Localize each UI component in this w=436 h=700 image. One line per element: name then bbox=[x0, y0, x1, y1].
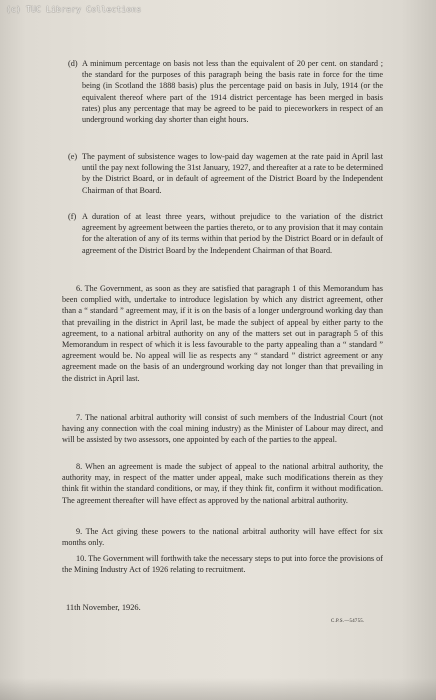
clause-d bbox=[68, 58, 383, 125]
paragraph-text: The national arbitral authority will consist of such members of the Industrial Court (not having any connection with the coal mining industry) as the Minister of Labour may direct, and will be assisted by two assessors, one appointed by each of the parties to the appeal. bbox=[62, 413, 383, 445]
paragraph-number: 9. bbox=[76, 527, 83, 536]
paragraph-8 bbox=[62, 461, 383, 506]
paragraph-text: The Act giving these powers to the national arbitral authority will have effect for six months only. bbox=[62, 527, 383, 548]
paragraph-text: When an agreement is made the subject of appeal to the national arbitral authority, the authority may, in respect of the matter under appeal, make such modifications therein as they think fit within the standard conditions, or may, if they think fit, confirm it without modification. The agreement thereafter will have effect as approved by the national arbitral authority. bbox=[62, 462, 383, 505]
paragraph-number: 10. bbox=[76, 554, 87, 563]
clause-text: A duration of at least three years, without prejudice to the variation of the district agreement by agreement between the parties thereto, or to any provision that it may contain for the alteration of any of its terms within that period by the District Board or in default of agreement of the District Board by the Independent Chairman of that Board. bbox=[82, 212, 383, 255]
clause-f bbox=[68, 211, 383, 256]
paragraph-9 bbox=[62, 526, 383, 548]
printer-reference: C.P.S.—54755. bbox=[331, 619, 365, 624]
clause-label: (f) bbox=[68, 212, 77, 221]
clause-label: (e) bbox=[68, 152, 78, 161]
document-date: 11th November, 1926. bbox=[66, 603, 141, 612]
paragraph-number: 7. bbox=[76, 413, 83, 422]
clause-text: The payment of subsistence wages to low-paid day wagemen at the rate paid in April last until the pay next following the 31st January, 1927, and thereafter at a rate to be determined by the District Board, or in default of agreement of the District Board by the Independent Chairman of that Board. bbox=[82, 152, 383, 195]
paragraph-number: 8. bbox=[76, 462, 83, 471]
paragraph-10 bbox=[62, 553, 383, 575]
paragraph-7 bbox=[62, 412, 383, 446]
clause-label: (d) bbox=[68, 59, 78, 68]
watermark: (c) TUC Library Collections bbox=[6, 5, 142, 14]
paragraph-text: The Government will forthwith take the necessary steps to put into force the provisions of the Mining Industry Act of 1926 relating to recruitment. bbox=[62, 554, 383, 575]
paragraph-number: 6. bbox=[76, 284, 83, 293]
clause-text: A minimum percentage on basis not less than the equivalent of 20 per cent. on standard ; the standard for the purposes of this paragraph being the basis rate in force for the time being (in Scotland the 1888 basis) plus the percentage paid on basis in July, 1914 (or the equivalent thereof where part of the 1914 district percentage has been merged in basis rates) plus any percentage that may be agreed to be paid to pieceworkers in respect of an underground working day shorter than eight hours. bbox=[82, 59, 383, 125]
paragraph-text: The Government, as soon as they are satisfied that paragraph 1 of this Memorandum has been complied with, undertake to introduce legislation by which any district agreement, other than a “ standard ” agreement may, if it is on the basis of a longer underground working day than that prevailing in the district in April last, be made the subject of appeal by either party to the agreement, to a national arbitral authority on any of the matters set out in paragraph 5 of this Memorandum in respect of which it is less favourable to the party appealing than a “ standard ” agreement would be. No appeal will lie as respects any “ standard ” district agreement or any agreement made on the basis of an underground working day not longer than that prevailing in the district in April last. bbox=[62, 284, 383, 383]
paragraph-6 bbox=[62, 283, 383, 384]
clause-e bbox=[68, 151, 383, 196]
